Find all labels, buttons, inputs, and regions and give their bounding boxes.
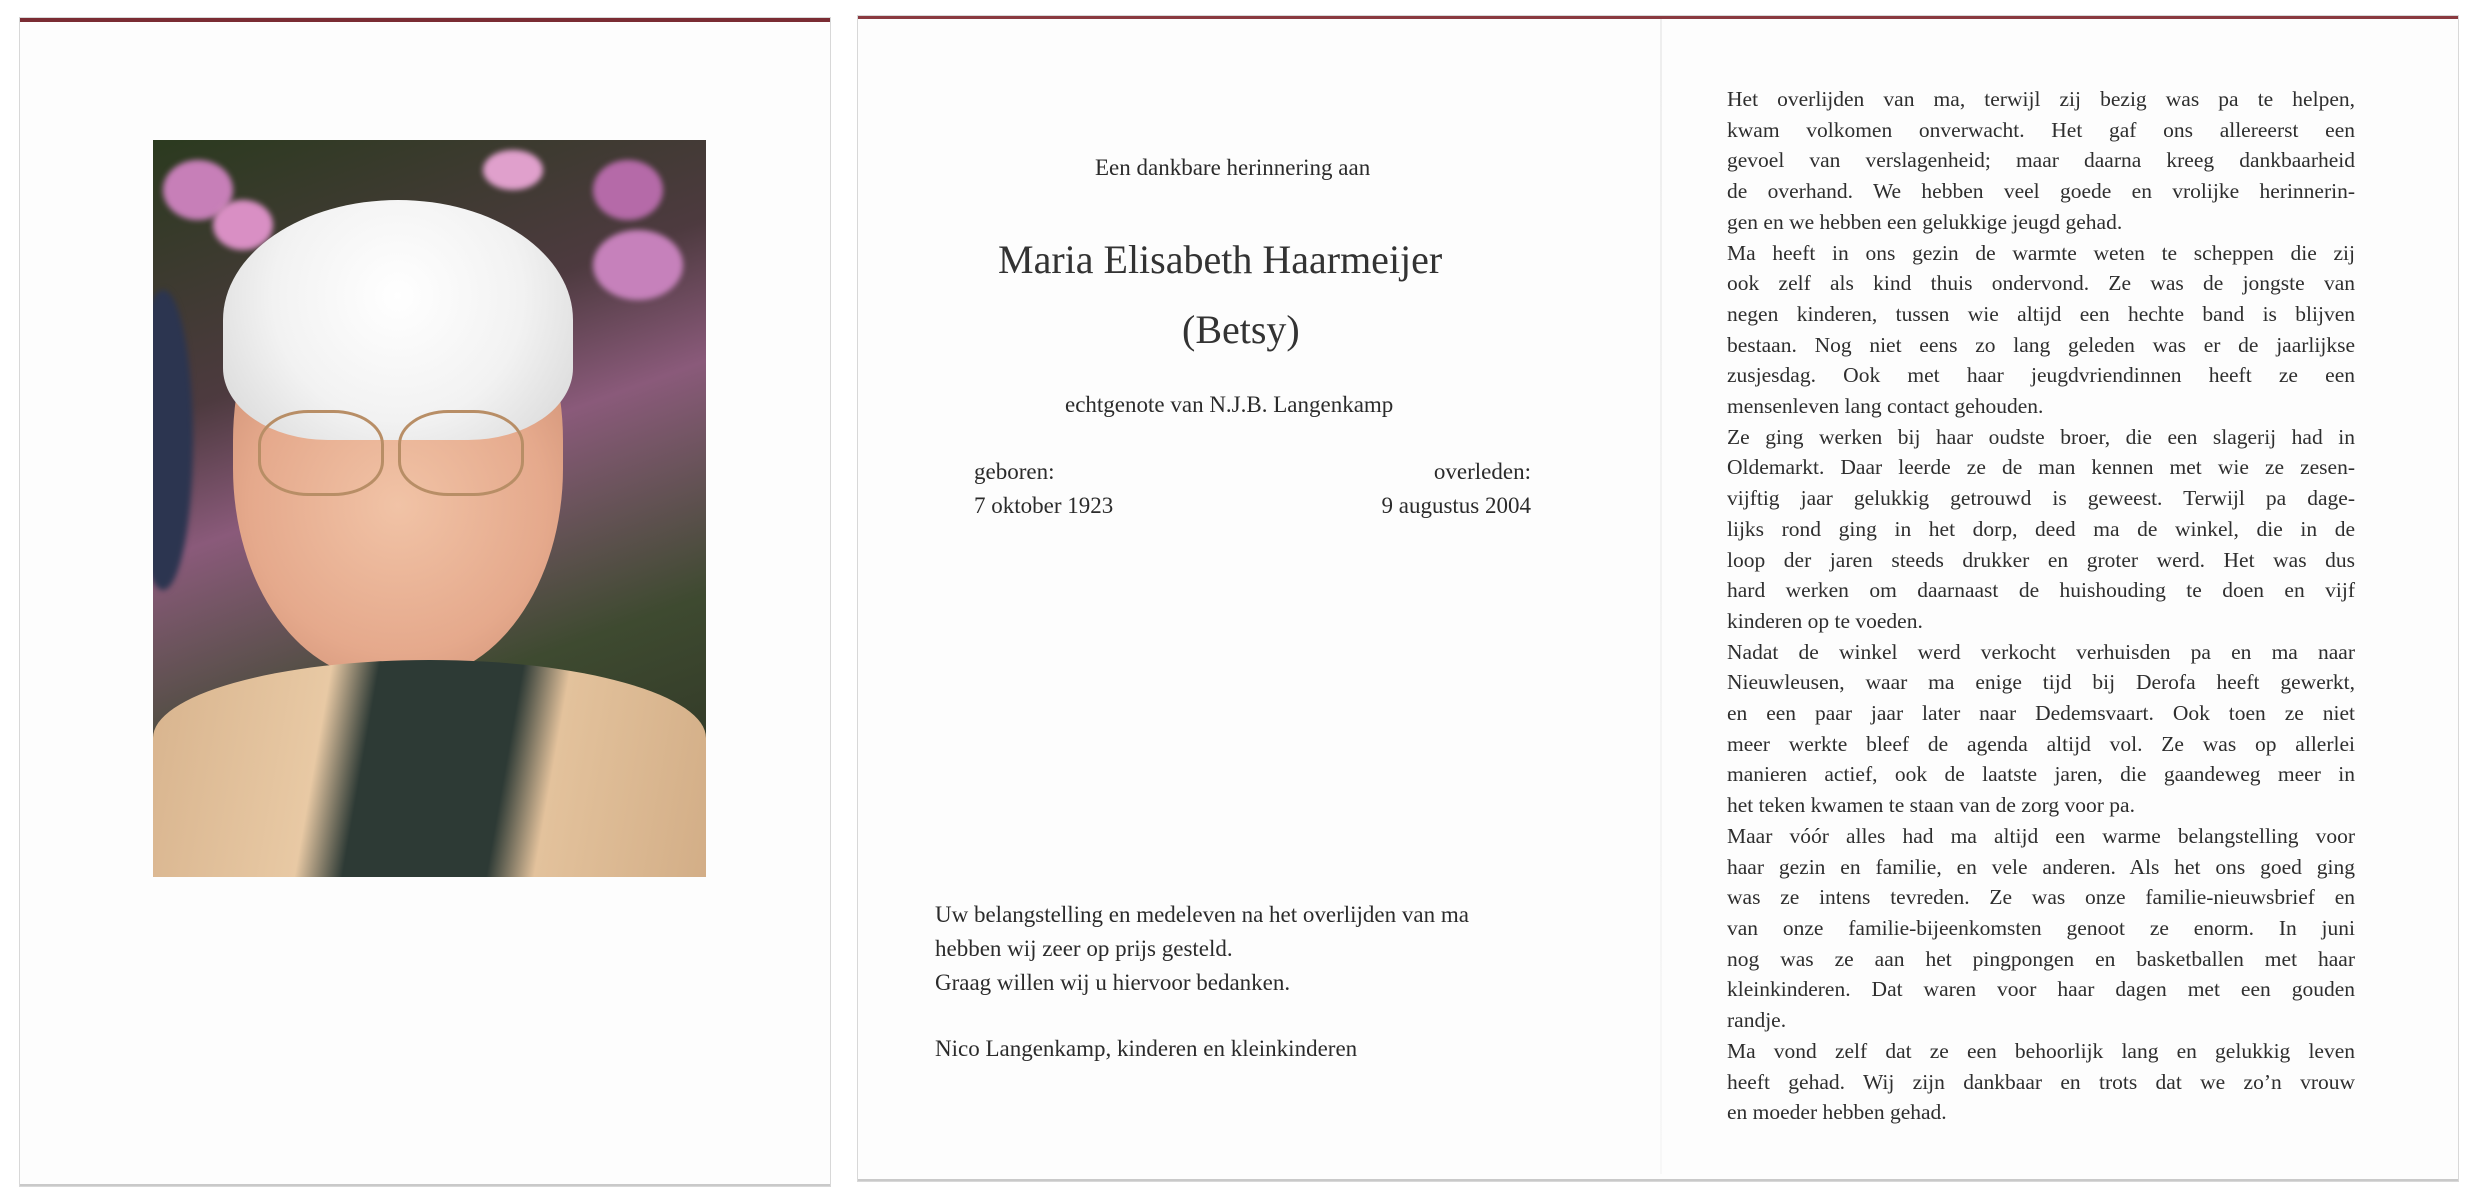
story-line: de overhand. We hebben veel goede en vrolijke herinnerin- (1727, 179, 2355, 204)
story-line: kleinkinderen. Dat waren voor haar dagen met een gouden (1727, 977, 2355, 1002)
thanks-line: Uw belangstelling en medeleven na het overlijden van ma (935, 902, 1469, 927)
story-line: bestaan. Nog niet eens zo lang geleden was er de jaarlijkse (1727, 332, 2355, 357)
story-line: zusjesdag. Ook met haar jeugdvriendinnen heeft ze een (1727, 363, 2355, 388)
deceased-name: Maria Elisabeth Haarmeijer (998, 237, 1443, 282)
born-date: 7 oktober 1923 (974, 493, 1114, 518)
story-line: haar gezin en familie, en vele anderen. Als het ons goed ging (1727, 854, 2355, 879)
shoulder-shadow (153, 290, 193, 590)
died-label: overleden: (1433, 459, 1531, 484)
card-fold (1660, 19, 1662, 1174)
thanks-line: hebben wij zeer op prijs gesteld. (935, 936, 1233, 961)
story-line: manieren actief, ook de laatste jaren, die gaandeweg meer in (1727, 762, 2355, 787)
signature: Nico Langenkamp, kinderen en kleinkinderen (935, 1036, 1358, 1061)
thanks-line: Graag willen wij u hiervoor bedanken. (935, 970, 1291, 995)
glasses-left-lens (258, 410, 384, 496)
story-line: Ma vond zelf dat ze een behoorlijk lang en gelukkig leven (1727, 1038, 2355, 1063)
story-line: lijks rond ging in het dorp, deed ma de winkel, die in de (1727, 516, 2355, 541)
story-line: nog was ze aan het pingpongen en basketballen met haar (1727, 946, 2355, 971)
story-line: en een paar jaar later naar Dedemsvaart. Ook toen ze niet (1727, 701, 2355, 726)
story-line: mensenleven lang contact gehouden. (1727, 394, 2044, 419)
story-line: Nieuwleusen, waar ma enige tijd bij Derofa heeft gewerkt, (1727, 670, 2355, 695)
story-line: was ze intens tevreden. Ze was onze familie-nieuwsbrief en (1727, 885, 2355, 910)
spouse-line: echtgenote van N.J.B. Langenkamp (1065, 392, 1394, 417)
story-line: Nadat de winkel werd verkocht verhuisden pa en ma naar (1727, 639, 2355, 664)
story-line: Maar vóór alles had ma altijd een warme belangstelling voor (1727, 823, 2355, 848)
life-story (1727, 84, 2355, 1128)
blossom (593, 230, 683, 300)
story-line: ook zelf als kind thuis ondervond. Ze was de jongste van (1727, 271, 2355, 296)
story-line: meer werkte bleef de agenda altijd vol. Ze was op allerlei (1727, 731, 2355, 756)
story-line: kinderen op te voeden. (1727, 608, 1923, 633)
blossom (483, 150, 543, 190)
portrait-photo (153, 140, 706, 877)
story-line: het teken kwamen te staan van de zorg voor pa. (1727, 793, 2135, 818)
story-line: kwam volkomen onverwacht. Het gaf ons allereerst een (1727, 117, 2355, 142)
story-line: heeft gehad. Wij zijn dankbaar en trots dat we zo’n vrouw (1727, 1069, 2355, 1094)
story-line: vijftig jaar gelukkig getrouwd is geweest. Terwijl pa dage- (1727, 486, 2355, 511)
story-line: hard werken om daarnaast de huishouding te doen en vijf (1727, 578, 2355, 603)
story-line: gen en we hebben een gelukkige jeugd gehad. (1727, 209, 2123, 234)
story-line: Ma heeft in ons gezin de warmte weten te scheppen die zij (1727, 240, 2355, 265)
story-line: gevoel van verslagenheid; maar daarna kreeg dankbaarheid (1727, 148, 2355, 173)
story-line: Het overlijden van ma, terwijl zij bezig was pa te helpen, (1727, 87, 2355, 111)
story-line: randje. (1727, 1008, 1787, 1033)
intro-text: Een dankbare herinnering aan (1095, 155, 1371, 180)
born-label: geboren: (974, 459, 1055, 484)
story-line: loop der jaren steeds drukker en groter werd. Het was dus (1727, 547, 2355, 572)
story-line: van onze familie-bijeenkomsten genoot ze enorm. In juni (1727, 915, 2355, 940)
blossom (593, 160, 663, 220)
glasses-right-lens (398, 410, 524, 496)
hair (223, 200, 573, 440)
story-line: negen kinderen, tussen wie altijd een hechte band is blijven (1727, 301, 2355, 326)
died-date: 9 augustus 2004 (1381, 493, 1531, 518)
nickname: (Betsy) (1182, 307, 1300, 352)
thanks-message (935, 898, 1575, 1000)
jacket (153, 660, 706, 877)
story-line: Ze ging werken bij haar oudste broer, die een slagerij had in (1727, 424, 2355, 449)
story-line: en moeder hebben gehad. (1727, 1100, 1947, 1125)
story-line: Oldemarkt. Daar leerde ze de man kennen met wie ze zesen- (1727, 455, 2355, 480)
